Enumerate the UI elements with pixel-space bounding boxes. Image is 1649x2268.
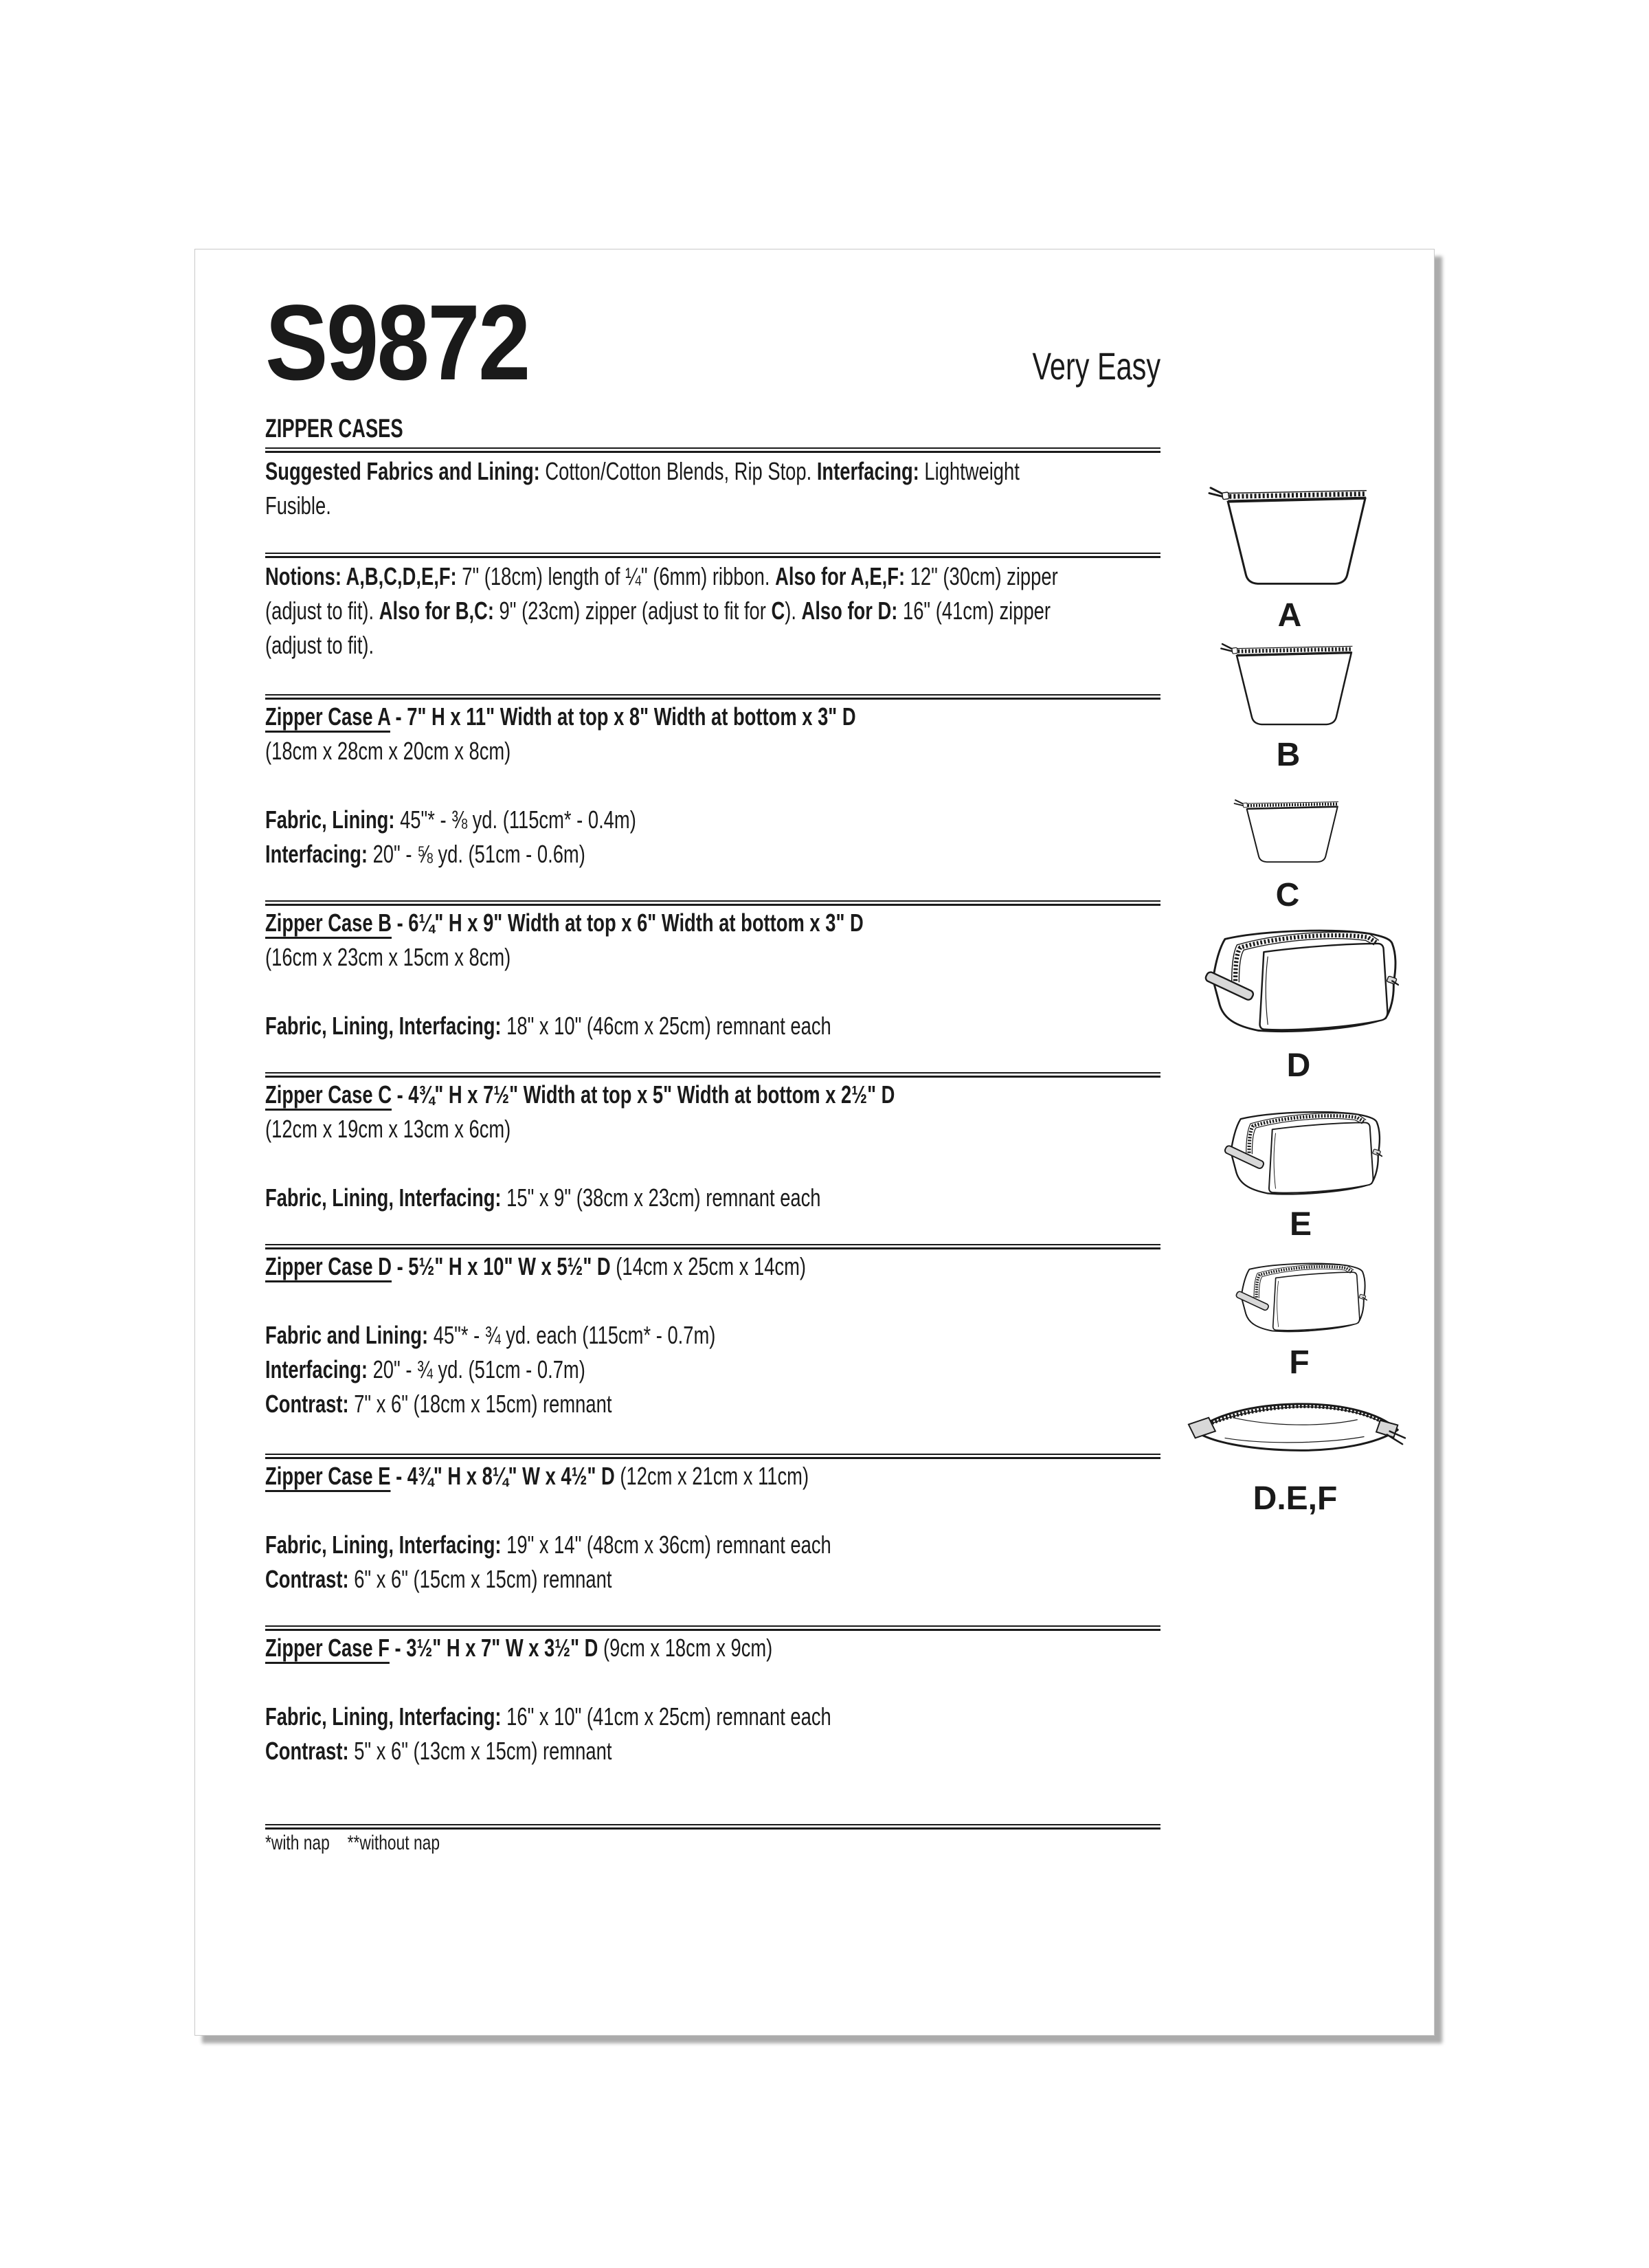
zipper-case-a-figure (1207, 485, 1373, 632)
zipper-case-e-figure (1219, 1106, 1382, 1241)
text-line: (18cm x 28cm x 20cm x 8cm) (265, 737, 511, 765)
with-nap-note (265, 1829, 440, 1858)
zipper-case-section-a (265, 700, 1160, 871)
text-line: (12cm x 19cm x 13cm x 6cm) (265, 1115, 511, 1143)
nap-footnote (265, 1829, 1160, 1858)
section-divider (265, 694, 1160, 700)
view-label-b: B (1276, 737, 1301, 773)
view-label-a: A (1277, 597, 1302, 634)
text-line: Zipper Case E - 4¾" H x 8¼" W x 4½" D (12cm x 21cm x 11cm) (265, 1462, 809, 1490)
flat-pouch-icon (1185, 1396, 1406, 1460)
title-divider (265, 447, 1160, 453)
zipper-case-section-b (265, 906, 1160, 1043)
case-metric (265, 940, 1160, 975)
text-line: (16cm x 23cm x 15cm x 8cm) (265, 943, 511, 971)
case-title (265, 1631, 1160, 1665)
pattern-sheet (194, 249, 1435, 2036)
text-line: Contrast: 6" x 6" (15cm x 15cm) remnant (265, 1565, 612, 1593)
text-line: Zipper Case F - 3½" H x 7" W x 3½" D (9cm x 18cm x 9cm) (265, 1634, 773, 1662)
case-materials (265, 1700, 1160, 1768)
zipper-case-section-c (265, 1078, 1160, 1215)
case-materials (265, 1009, 1160, 1043)
page-title-text: ZIPPER CASES (265, 414, 403, 443)
text-line: Interfacing: 20" - ¾ yd. (51cm - 0.7m) (265, 1355, 585, 1383)
text-line: Contrast: 5" x 6" (13cm x 15cm) remnant (265, 1737, 612, 1765)
view-label-c: C (1275, 877, 1300, 913)
case-materials (265, 1181, 1160, 1215)
case-materials (265, 803, 1160, 871)
box-pouch-icon (1198, 923, 1399, 1045)
difficulty-text: Very Easy (1032, 344, 1160, 388)
box-pouch-icon (1231, 1258, 1367, 1341)
section-divider (265, 1072, 1160, 1078)
zipper-case-section-d (265, 1249, 1160, 1421)
text-line: Zipper Case B - 6¼" H x 9" Width at top x 6" Width at bottom x 3" D (265, 909, 864, 937)
trapezoid-pouch-icon (1207, 485, 1373, 591)
zipper-case-c-figure (1233, 798, 1343, 912)
without-nap-text: **without nap (347, 1832, 440, 1854)
text-line: Fabric, Lining: 45"* - ⅜ yd. (115cm* - 0.4m) (265, 805, 636, 834)
box-pouch-icon (1219, 1106, 1382, 1205)
text-line: (adjust to fit). Also for B,C: 9" (23cm) zipper (adjust to fit for C). Also for D: 16" (41cm) zipper (265, 597, 1051, 625)
text-line: Zipper Case D - 5½" H x 10" W x 5½" D (14cm x 25cm x 14cm) (265, 1252, 807, 1280)
view-label-e: E (1289, 1206, 1312, 1243)
section-divider (265, 1625, 1160, 1631)
view-label-f: F (1289, 1344, 1310, 1381)
pattern-number-text: S9872 (265, 283, 529, 403)
notions-divider (265, 553, 1160, 558)
zipper-case-def-flat-figure (1185, 1396, 1406, 1515)
case-metric (265, 1112, 1160, 1146)
text-line: Fabric, Lining, Interfacing: 16" x 10" (41cm x 25cm) remnant each (265, 1702, 831, 1731)
text-line: Fabric and Lining: 45"* - ¾ yd. each (115cm* - 0.7m) (265, 1321, 716, 1349)
section-divider (265, 900, 1160, 906)
difficulty-label (941, 346, 1160, 387)
section-divider (265, 1244, 1160, 1249)
trapezoid-pouch-icon (1219, 641, 1358, 731)
text-line: Suggested Fabrics and Lining: Cotton/Cotton Blends, Rip Stop. Interfacing: Lightweight (265, 457, 1020, 485)
case-title (265, 906, 1160, 940)
text-line: Fusible. (265, 491, 331, 520)
zipper-case-b-figure (1219, 641, 1358, 772)
text-line: Interfacing: 20" - ⅝ yd. (51cm - 0.6m) (265, 840, 585, 868)
text-line: Notions: A,B,C,D,E,F: 7" (18cm) length of ¼" (6mm) ribbon. Also for A,E,F: 12" (30cm) zipper (265, 562, 1058, 590)
fabrics-paragraph (265, 454, 1160, 523)
text-line: Fabric, Lining, Interfacing: 15" x 9" (38cm x 23cm) remnant each (265, 1183, 821, 1212)
case-title (265, 1078, 1160, 1112)
trapezoid-pouch-icon (1233, 798, 1343, 867)
case-title (265, 1459, 1160, 1493)
zipper-case-section-f (265, 1631, 1160, 1768)
case-materials (265, 1528, 1160, 1597)
notions-paragraph (265, 559, 1160, 663)
page-title (265, 413, 457, 445)
section-divider (265, 1454, 1160, 1459)
zipper-case-f-figure (1231, 1258, 1367, 1379)
text-line: Zipper Case A - 7" H x 11" Width at top x 8" Width at bottom x 3" D (265, 702, 856, 731)
view-label-d: D (1286, 1047, 1311, 1084)
case-materials (265, 1318, 1160, 1421)
text-line: Contrast: 7" x 6" (18cm x 15cm) remnant (265, 1390, 612, 1418)
case-title (265, 700, 1160, 734)
view-label-def: D.E,F (1253, 1480, 1338, 1517)
text-line: Zipper Case C - 4¾" H x 7½" Width at top x 5" Width at bottom x 2½" D (265, 1080, 895, 1109)
case-metric (265, 734, 1160, 768)
zipper-case-section-e (265, 1459, 1160, 1597)
text-line: Fabric, Lining, Interfacing: 18" x 10" (46cm x 25cm) remnant each (265, 1012, 831, 1040)
text-line: (adjust to fit). (265, 631, 374, 659)
pattern-number (265, 283, 565, 403)
case-title (265, 1249, 1160, 1284)
text-line: Fabric, Lining, Interfacing: 19" x 14" (48cm x 36cm) remnant each (265, 1531, 831, 1559)
with-nap-text: *with nap (265, 1832, 330, 1854)
zipper-case-d-figure (1198, 923, 1399, 1082)
